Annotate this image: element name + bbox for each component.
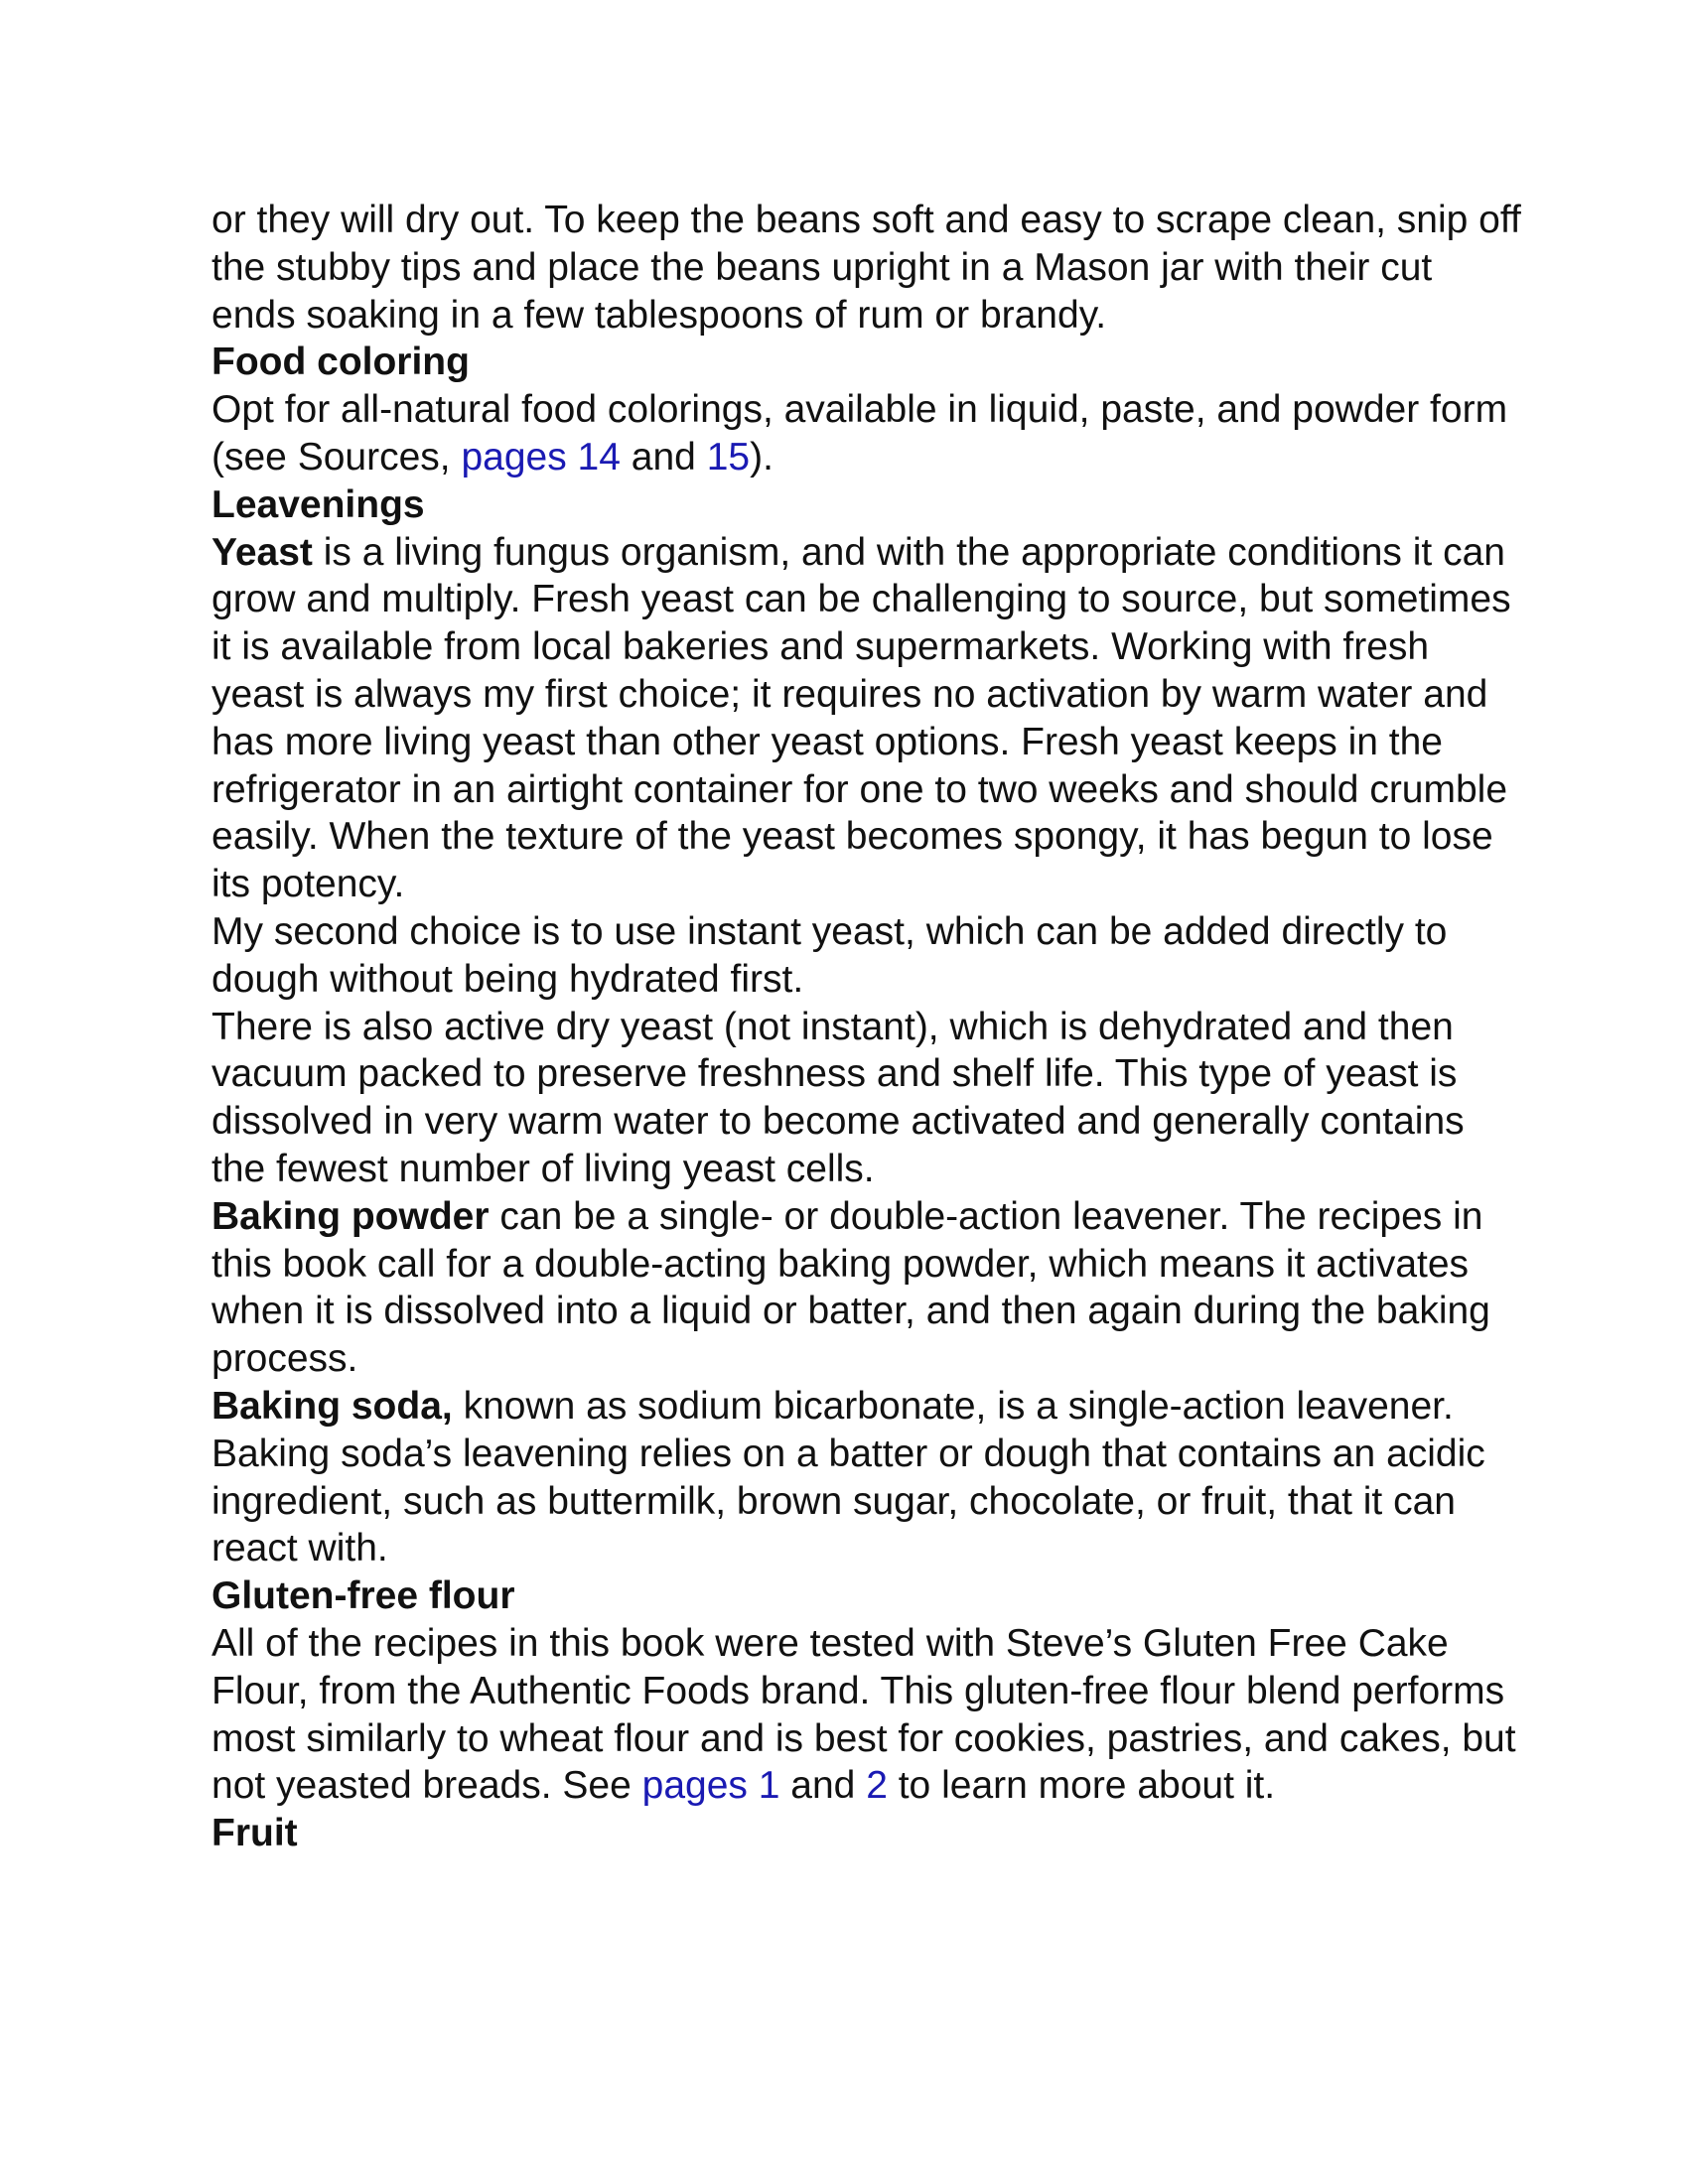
document-page: [211, 197, 1522, 1857]
link-pages-14[interactable]: pages 14: [461, 435, 621, 478]
food-coloring-heading: Food coloring: [211, 341, 470, 384]
baking-soda-term: Baking soda,: [211, 1384, 453, 1428]
vanilla-paragraph-end: or they will dry out. To keep the beans soft and easy to scrape clean, snip off the stubby tips and place the beans upright in a Mason jar with their cut ends soaking in a few tablespoons of rum or brandy.: [211, 199, 1521, 337]
instant-yeast-paragraph: My second choice is to use instant yeast, which can be added directly to dough without being hydrated first.: [211, 909, 1448, 1001]
food-coloring-text-middle: and: [620, 435, 707, 478]
baking-powder-text: can be a single- or double-action leavener. The recipes in this book call for a double-acting baking powder, which means it activates when it is dissolved into a liquid or batter, and then again during the baking process.: [211, 1194, 1490, 1381]
fruit-heading: Fruit: [211, 1812, 298, 1855]
gluten-free-text-before: All of the recipes in this book were tested with Steve’s Gluten Free Cake Flour, from the Authentic Foods brand. This gluten-free flour blend performs most similarly to wheat flour and is best for cookies, pastries, and cakes, but not yeasted breads. See: [211, 1621, 1516, 1808]
gluten-free-text-middle: and: [779, 1764, 867, 1808]
yeast-text: is a living fungus organism, and with the appropriate conditions it can grow and multiply. Fresh yeast can be challenging to source, but sometimes it is available from local bakeries and supermarkets. Working with fresh yeast is always my first choice; it requires no activation by warm water and has more living yeast than other yeast options. Fresh yeast keeps in the refrigerator in an airtight container for one to two weeks and should crumble easily. When the texture of the yeast becomes spongy, it has begun to lose its potency.: [211, 530, 1511, 906]
food-coloring-text-before: Opt for all-natural food colorings, available in liquid, paste, and powder form (see Sources,: [211, 388, 1508, 478]
baking-soda-paragraph: [211, 1383, 1522, 1572]
link-page-2[interactable]: 2: [866, 1764, 888, 1808]
food-coloring-paragraph: [211, 386, 1522, 481]
leavenings-heading: Leavenings: [211, 482, 425, 526]
food-coloring-text-after: ).: [750, 435, 774, 478]
gluten-free-flour-paragraph: [211, 1620, 1522, 1810]
baking-soda-text: known as sodium bicarbonate, is a single-action leavener. Baking soda’s leavening relies on a batter or dough that contains an acidic ingredient, such as buttermilk, brown sugar, chocolate, or fruit, that it can react with.: [211, 1384, 1485, 1570]
gluten-free-text-after: to learn more about it.: [887, 1764, 1276, 1808]
active-dry-yeast-paragraph: There is also active dry yeast (not instant), which is dehydrated and then vacuum packed to preserve freshness and shelf life. This type of yeast is dissolved in very warm water to become activated and generally contains the fewest number of living yeast cells.: [211, 1005, 1465, 1190]
link-pages-1[interactable]: pages 1: [641, 1764, 780, 1808]
yeast-term: Yeast: [211, 530, 313, 574]
baking-powder-paragraph: [211, 1193, 1522, 1383]
baking-powder-term: Baking powder: [211, 1194, 490, 1238]
yeast-paragraph: [211, 529, 1522, 908]
gluten-free-flour-heading: Gluten-free flour: [211, 1574, 515, 1618]
link-page-15[interactable]: 15: [706, 435, 751, 478]
